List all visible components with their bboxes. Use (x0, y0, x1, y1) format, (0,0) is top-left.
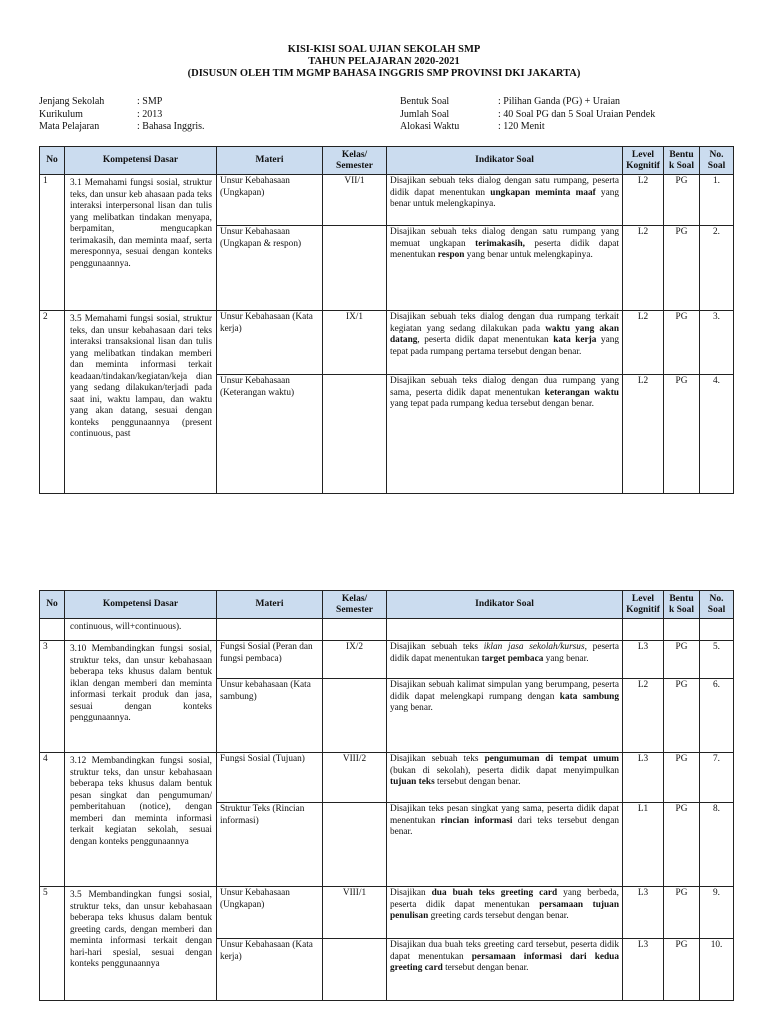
kelas-cell (323, 679, 387, 753)
indikator-cell (387, 226, 623, 311)
level-cell: L1 (623, 803, 664, 887)
level-cell (623, 619, 664, 641)
indikator-cell (387, 939, 623, 1001)
materi-cell: Unsur Kebahasaan (Ungkapan) (217, 887, 323, 939)
indikator-keyword: ungkapan meminta maaf (490, 187, 596, 198)
meta-row (400, 121, 655, 134)
indikator-keyword: persamaan tujuan penulisan (390, 899, 620, 921)
indikator-text: tersebut dengan benar. (434, 777, 521, 787)
meta-key: Bentuk Soal (400, 96, 450, 107)
kisi-table-1 (39, 146, 734, 494)
level-cell: L2 (623, 679, 664, 753)
meta-row (39, 121, 205, 134)
meta-key: Mata Pelajaran (39, 121, 100, 132)
kelas-cell (323, 619, 387, 641)
kompetensi-dasar-text: 3.12 Membandingkan fungsi sosial, struktur teks, dan unsur kebahasaan beberapa teks khusus dalam bentuk pesan singkat dan pengumuman/ pemberitahuan (notice), dengan memberi dan meminta informasi terkait kegiatan sekolah, sesuai dengan konteks penggunaannya (70, 756, 212, 847)
indikator-text: yang benar. (543, 653, 589, 664)
meta-value: : 120 Menit (498, 121, 545, 132)
indikator-text: peserta didik dapat menentukan (390, 642, 619, 664)
indikator-cell (387, 753, 623, 803)
indikator-text: Disajikan (390, 888, 432, 898)
indikator-keyword: respon (437, 250, 465, 260)
nosoal-cell (700, 619, 734, 641)
nosoal-cell: 8. (700, 803, 734, 887)
materi-cell (217, 619, 323, 641)
indikator-cell (387, 641, 623, 679)
bentuk-cell: PG (664, 175, 700, 226)
indikator-text: yang berbeda, peserta didik dapat menentukan (390, 888, 619, 910)
indikator-text: tersebut dengan benar. (442, 963, 529, 973)
kelas-cell: VIII/2 (323, 753, 387, 803)
row-number: 3 (40, 641, 65, 753)
bentuk-cell: PG (664, 887, 700, 939)
kompetensi-dasar-cell (65, 619, 217, 641)
bentuk-cell: PG (664, 679, 700, 753)
indikator-text: yang benar untuk melengkapinya. (390, 187, 620, 209)
table-row (40, 887, 734, 939)
level-cell: L3 (623, 641, 664, 679)
kompetensi-dasar-cell (65, 641, 217, 753)
header-author: (DISUSUN OLEH TIM MGMP BAHASA INGGRIS SMP PROVINSI DKI JAKARTA) (187, 68, 581, 79)
nosoal-cell: 3. (700, 311, 734, 375)
table-header-row (40, 591, 734, 619)
col-level-kognitif: Level Kognitif (623, 147, 664, 175)
meta-row (39, 96, 205, 109)
indikator-text: Disajikan sebuah kalimat simpulan yang berumpang, peserta didik dapat melengkapi rumpang dengan (390, 680, 619, 702)
table-header-row (40, 147, 734, 175)
col-no-soal: No. Soal (700, 147, 734, 175)
materi-cell: Unsur Kebahasaan (Kata kerja) (217, 939, 323, 1001)
meta-value: : 2013 (137, 108, 163, 120)
indikator-italic: iklan jasa sekolah/kursus (483, 642, 585, 652)
kompetensi-dasar-cell (65, 175, 217, 311)
row-number: 5 (40, 887, 65, 1001)
kompetensi-dasar-cell (65, 887, 217, 1001)
indikator-keyword: keterangan waktu (544, 387, 619, 398)
bentuk-cell: PG (664, 375, 700, 494)
materi-cell: Unsur Kebahasaan (Kata kerja) (217, 311, 323, 375)
indikator-keyword: terimakasih, (475, 238, 525, 249)
indikator-text: Disajikan sebuah teks dialog dengan dua rumpang yang sama, peserta didik dapat menentukan (390, 376, 619, 398)
bentuk-cell (664, 619, 700, 641)
indikator-keyword: dua buah teks greeting card (431, 888, 558, 898)
col-kompetensi-dasar: Kompetensi Dasar (65, 147, 217, 175)
col-kompetensi-dasar: Kompetensi Dasar (65, 591, 217, 619)
indikator-keyword: tujuan teks (390, 777, 435, 787)
materi-cell: Fungsi Sosial (Peran dan fungsi pembaca) (217, 641, 323, 679)
meta-key: Jumlah Soal (400, 108, 450, 120)
indikator-keyword: waktu yang akan datang (390, 323, 619, 345)
nosoal-cell: 2. (700, 226, 734, 311)
bentuk-cell: PG (664, 939, 700, 1001)
bentuk-cell: PG (664, 803, 700, 887)
table-row (40, 175, 734, 226)
kelas-cell: IX/2 (323, 641, 387, 679)
meta-value: : 40 Soal PG dan 5 Soal Uraian Pendek (498, 108, 656, 120)
indikator-text: Disajikan sebuah teks dialog dengan satu rumpang, peserta didik dapat menentukan (390, 176, 619, 198)
kelas-cell (323, 939, 387, 1001)
indikator-cell (387, 887, 623, 939)
meta-value: : Pilihan Ganda (PG) + Uraian (498, 96, 621, 107)
level-cell: L3 (623, 753, 664, 803)
bentuk-cell: PG (664, 311, 700, 375)
nosoal-cell: 1. (700, 175, 734, 226)
col-indikator-soal: Indikator Soal (387, 591, 623, 619)
kelas-cell (323, 803, 387, 887)
col-bentuk-soal: Bentu k Soal (664, 147, 700, 175)
indikator-cell (387, 803, 623, 887)
level-cell: L2 (623, 375, 664, 494)
meta-value: : SMP (137, 96, 163, 107)
kompetensi-dasar-text: 3.5 Membandingkan fungsi sosial, struktur teks, dan unsur kebahasaan beberapa teks khusus dalam bentuk greeting cards, dengan memberi dan meminta informasi terkait dengan hari-hari spesial, sesuai dengan konteks penggunaannya (70, 890, 212, 969)
materi-cell: Unsur Kebahasaan (Ungkapan & respon) (217, 226, 323, 311)
level-cell: L2 (623, 311, 664, 375)
indikator-keyword: target pembaca (481, 653, 544, 664)
nosoal-cell: 4. (700, 375, 734, 494)
nosoal-cell: 9. (700, 887, 734, 939)
level-cell: L3 (623, 939, 664, 1001)
col-kelas-semester: Kelas/ Semester (323, 591, 387, 619)
col-level-kognitif: Level Kognitif (623, 591, 664, 619)
indikator-cell (387, 375, 623, 494)
kelas-cell: VIII/1 (323, 887, 387, 939)
header-title: KISI-KISI SOAL UJIAN SEKOLAH SMP (287, 44, 481, 55)
indikator-text: peserta didik dapat menentukan (390, 238, 619, 260)
col-indikator-soal: Indikator Soal (387, 147, 623, 175)
kompetensi-dasar-cell (65, 753, 217, 887)
indikator-text: Disajikan sebuah teks (390, 642, 484, 652)
level-cell: L3 (623, 887, 664, 939)
indikator-text: yang tepat pada rumpang kedua tersebut dengan benar. (390, 399, 594, 409)
materi-cell: Unsur Kebahasaan (Keterangan waktu) (217, 375, 323, 494)
level-cell: L2 (623, 226, 664, 311)
row-number: 4 (40, 753, 65, 887)
kompetensi-dasar-cell (65, 311, 217, 494)
indikator-text: Disajikan sebuah teks dialog dengan dua rumpang terkait kegiatan yang sedang dilakukan pada (390, 312, 619, 334)
level-cell: L2 (623, 175, 664, 226)
indikator-keyword: kata sambung (559, 691, 619, 702)
indikator-text: yang benar untuk melengkapinya. (464, 250, 593, 260)
col-no-soal: No. Soal (700, 591, 734, 619)
table-row (40, 753, 734, 803)
materi-cell: Unsur kebahasaan (Kata sambung) (217, 679, 323, 753)
document-header (0, 44, 768, 80)
meta-right (400, 96, 655, 134)
kompetensi-dasar-text: 3.10 Membandingkan fungsi sosial, struktur teks, dan unsur kebahasaan beberapa teks khusus dalam bentuk iklan dengan memberi dan meminta informasi terkait produk dan jasa, sesuai dengan konteks penggunaannya. (70, 644, 212, 723)
indikator-text: dari teks tersebut dengan benar. (390, 815, 619, 837)
materi-cell: Struktur Teks (Rincian informasi) (217, 803, 323, 887)
indikator-text: yang benar. (390, 703, 433, 713)
meta-key: Kurikulum (39, 108, 83, 120)
meta-row (400, 109, 655, 122)
meta-left (39, 96, 205, 134)
row-number: 1 (40, 175, 65, 311)
indikator-keyword: kata kerja (553, 335, 597, 345)
nosoal-cell: 5. (700, 641, 734, 679)
col-materi: Materi (217, 591, 323, 619)
indikator-text: , (584, 642, 587, 652)
bentuk-cell: PG (664, 753, 700, 803)
row-number (40, 619, 65, 641)
row-number: 2 (40, 311, 65, 494)
materi-cell: Fungsi Sosial (Tujuan) (217, 753, 323, 803)
indikator-text: Disajikan dua buah teks greeting card tersebut, peserta didik dapat menentukan (390, 940, 619, 962)
header-year: TAHUN PELAJARAN 2020-2021 (308, 56, 460, 67)
indikator-text: greeting cards tersebut dengan benar. (428, 911, 569, 921)
kompetensi-dasar-text: 3.5 Memahami fungsi sosial, struktur teks, dan unsur kebahasaan dari teks interaksi transaksional lisan dan tulis yang melibatkan tindakan memberi dan meminta informasi terkait keadaan/tindakan/kegiatan/keja dian yang sedang dilakukan/terjadi pada saat ini, waktu lampau, dan waktu yang akan datang, sesuai dengan konteks penggunaannya (present continuous, past (70, 314, 212, 439)
indikator-cell (387, 679, 623, 753)
materi-cell: Unsur Kebahasaan (Ungkapan) (217, 175, 323, 226)
indikator-text: (bukan di sekolah), peserta didik dapat menyimpulkan (390, 765, 619, 776)
table-row (40, 311, 734, 375)
kompetensi-dasar-text: 3.1 Memahami fungsi sosial, struktur teks, dan unsur keb ahasaan pada teks interaksi interpersonal lisan dan tulis yang melibatkan tindakan menyapa, berpamitan, mengucapkan terimakasih, dan meminta maaf, serta meresponnya, sesuai dengan konteks penggunaannya. (70, 178, 212, 269)
meta-key: Jenjang Sekolah (39, 96, 105, 107)
indikator-keyword: pengumuman di tempat umum (484, 754, 619, 764)
kelas-cell (323, 226, 387, 311)
indikator-keyword: rincian informasi (440, 815, 513, 826)
col-no: No (40, 147, 65, 175)
bentuk-cell: PG (664, 641, 700, 679)
meta-value: : Bahasa Inggris. (137, 121, 205, 132)
nosoal-cell: 10. (700, 939, 734, 1001)
indikator-text: , peserta didik dapat menentukan (417, 335, 554, 345)
indikator-text: Disajikan teks pesan singkat yang sama, peserta didik dapat menentukan (390, 804, 619, 826)
meta-row (39, 109, 205, 122)
indikator-text: yang tepat pada rumpang pertama tersebut dengan benar. (390, 335, 620, 357)
col-no: No (40, 591, 65, 619)
meta-key: Alokasi Waktu (400, 121, 460, 132)
kelas-cell: VII/1 (323, 175, 387, 226)
kelas-cell (323, 375, 387, 494)
nosoal-cell: 6. (700, 679, 734, 753)
nosoal-cell: 7. (700, 753, 734, 803)
table-row (40, 641, 734, 679)
col-bentuk-soal: Bentu k Soal (664, 591, 700, 619)
indikator-cell (387, 175, 623, 226)
col-kelas-semester: Kelas/ Semester (323, 147, 387, 175)
meta-row (400, 96, 655, 109)
indikator-cell (387, 311, 623, 375)
kisi-table-2 (39, 590, 734, 1001)
indikator-text: Disajikan sebuah teks dialog dengan satu rumpang yang memuat ungkapan (390, 227, 619, 249)
indikator-cell (387, 619, 623, 641)
bentuk-cell: PG (664, 226, 700, 311)
indikator-text: Disajikan sebuah teks (390, 754, 485, 764)
col-materi: Materi (217, 147, 323, 175)
kompetensi-dasar-text: continuous, will+continuous). (70, 622, 182, 632)
indikator-keyword: persamaan informasi dari kedua greeting card (390, 951, 619, 973)
kelas-cell: IX/1 (323, 311, 387, 375)
table-row (40, 619, 734, 641)
